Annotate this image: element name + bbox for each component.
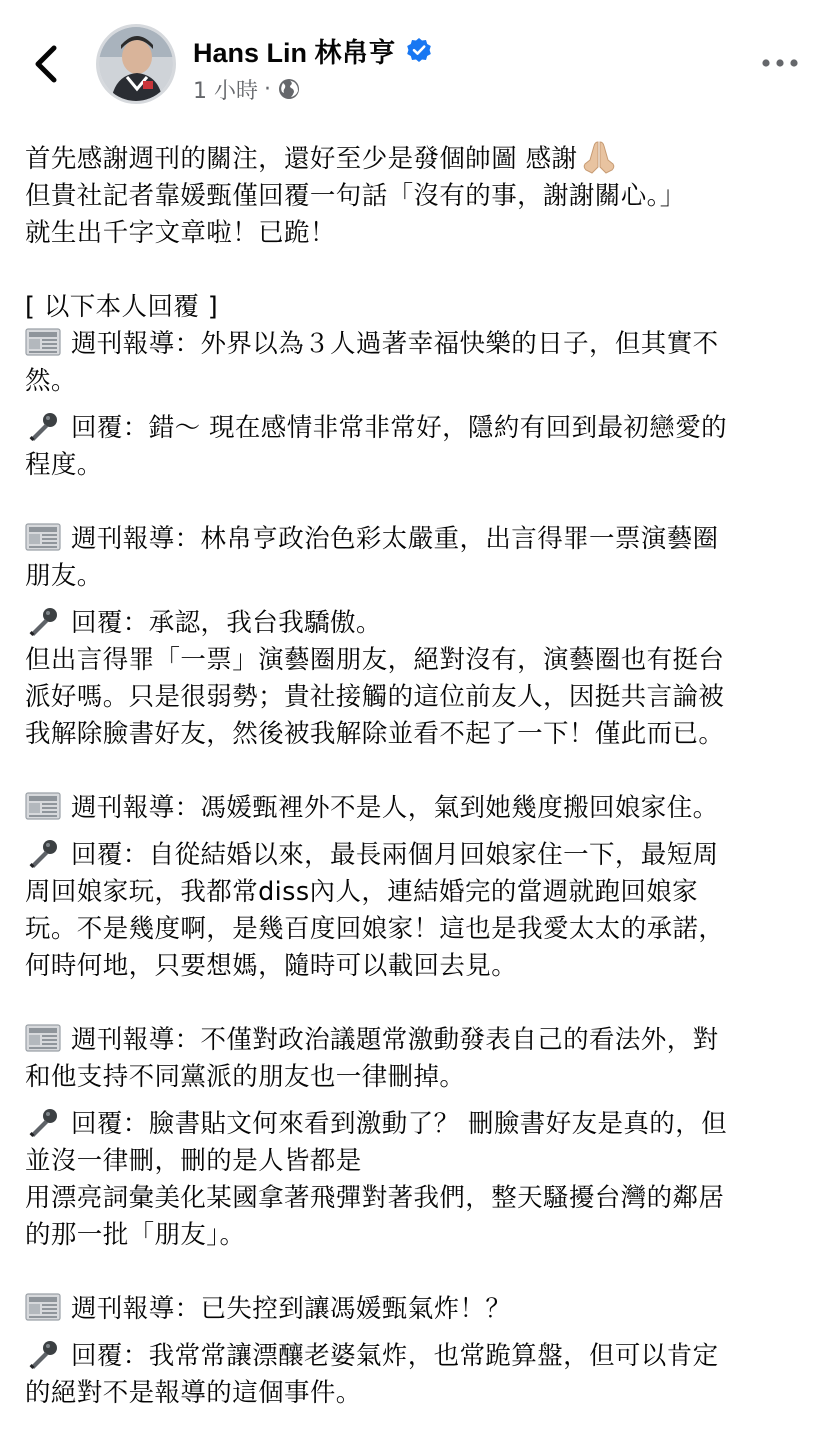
post-intro [25, 140, 805, 252]
verified-badge-icon [406, 37, 432, 63]
newspaper-icon [25, 791, 61, 821]
reply-line: 回覆：錯～ 現在感情非常非常好，隱約有回到最初戀愛的 [25, 410, 805, 447]
qa-item [25, 326, 805, 484]
reply-line: 回覆：我常常讓漂釀老婆氣炸，也常跪算盤，但可以肯定 [25, 1338, 805, 1375]
qa-item [25, 1022, 805, 1254]
intro-line: 就生出千字文章啦！已跪！ [25, 218, 336, 248]
qa-item [25, 790, 805, 985]
intro-line: 但貴社記者靠媛甄僅回覆一句話「沒有的事，謝謝關心。」 [25, 181, 686, 211]
report-line: 週刊報導：不僅對政治議題常激動發表自己的看法外，對 [25, 1022, 805, 1059]
report-line: 週刊報導：馮媛甄裡外不是人，氣到她幾度搬回娘家住。 [25, 790, 805, 827]
author-avatar[interactable] [96, 24, 176, 104]
qa-item [25, 1291, 805, 1412]
report-line: 週刊報導：已失控到讓馮媛甄氣炸！？ [25, 1291, 805, 1328]
reply-line: 的那一批「朋友」。 [25, 1220, 246, 1250]
author-name[interactable]: Hans Lin 林帛亨 [193, 37, 396, 68]
microphone-icon [25, 1339, 61, 1369]
reply-line: 回覆：臉書貼文何來看到激動了？ 刪臉書好友是真的，但 [25, 1106, 805, 1143]
meta-separator: · [264, 76, 271, 102]
reply-block [25, 1338, 805, 1412]
report-block [25, 790, 805, 827]
microphone-icon [25, 838, 61, 868]
qa-item [25, 521, 805, 753]
reply-line: 何時何地，只要想媽，隨時可以載回去見。 [25, 951, 518, 981]
reply-line: 的絕對不是報導的這個事件。 [25, 1378, 362, 1408]
reply-line: 玩。不是幾度啊，是幾百度回娘家！這也是我愛太太的承諾， [25, 914, 725, 944]
report-block [25, 326, 805, 400]
reply-line: 但出言得罪「一票」演藝圈朋友，絕對沒有，演藝圈也有挺台 [25, 645, 725, 675]
reply-block [25, 1106, 805, 1254]
reply-line: 並沒一律刪，刪的是人皆都是 [25, 1146, 362, 1176]
report-block [25, 1291, 805, 1328]
post-meta [193, 74, 301, 104]
reply-block [25, 605, 805, 753]
report-block [25, 1022, 805, 1096]
avatar-image [99, 27, 173, 101]
newspaper-icon [25, 522, 61, 552]
post-body [25, 140, 805, 1412]
intro-line: 首先感謝週刊的關注，還好至少是發個帥圖 感謝 [25, 140, 805, 178]
newspaper-icon [25, 327, 61, 357]
reply-block [25, 837, 805, 985]
back-button[interactable] [28, 40, 68, 88]
microphone-icon [25, 1107, 61, 1137]
post-header [0, 0, 828, 120]
reply-block [25, 410, 805, 484]
newspaper-icon [25, 1292, 61, 1322]
author-name-row [193, 30, 432, 70]
globe-icon [277, 77, 301, 101]
reply-line: 回覆：自從結婚以來，最長兩個月回娘家住一下，最短周 [25, 837, 805, 874]
report-line: 和他支持不同黨派的朋友也一律刪掉。 [25, 1062, 466, 1092]
reply-line: 我解除臉書好友，然後被我解除並看不起了一下！僅此而已。 [25, 719, 725, 749]
report-line: 然。 [25, 366, 77, 396]
post-timestamp[interactable]: 1 小時 [193, 78, 258, 104]
more-horizontal-icon [760, 48, 800, 78]
reply-line: 派好嗎。只是很弱勢；貴社接觸的這位前友人，因挺共言論被 [25, 682, 725, 712]
section-heading: [ 以下本人回覆 ] [25, 292, 219, 322]
newspaper-icon [25, 1023, 61, 1053]
reply-line: 周回娘家玩，我都常diss內人，連結婚完的當週就跑回娘家 [25, 877, 699, 907]
microphone-icon [25, 411, 61, 441]
report-line: 朋友。 [25, 561, 103, 591]
chevron-left-icon [28, 40, 68, 88]
report-line: 週刊報導：外界以為３人過著幸福快樂的日子，但其實不 [25, 326, 805, 363]
report-block [25, 521, 805, 595]
reply-line: 回覆：承認，我台我驕傲。 [25, 605, 805, 642]
reply-line: 用漂亮詞彙美化某國拿著飛彈對著我們，整天騷擾台灣的鄰居 [25, 1183, 725, 1213]
folded-hands-icon [581, 140, 617, 174]
report-line: 週刊報導：林帛亨政治色彩太嚴重，出言得罪一票演藝圈 [25, 521, 805, 558]
microphone-icon [25, 606, 61, 636]
reply-line: 程度。 [25, 450, 103, 480]
more-options-button[interactable] [760, 48, 800, 78]
